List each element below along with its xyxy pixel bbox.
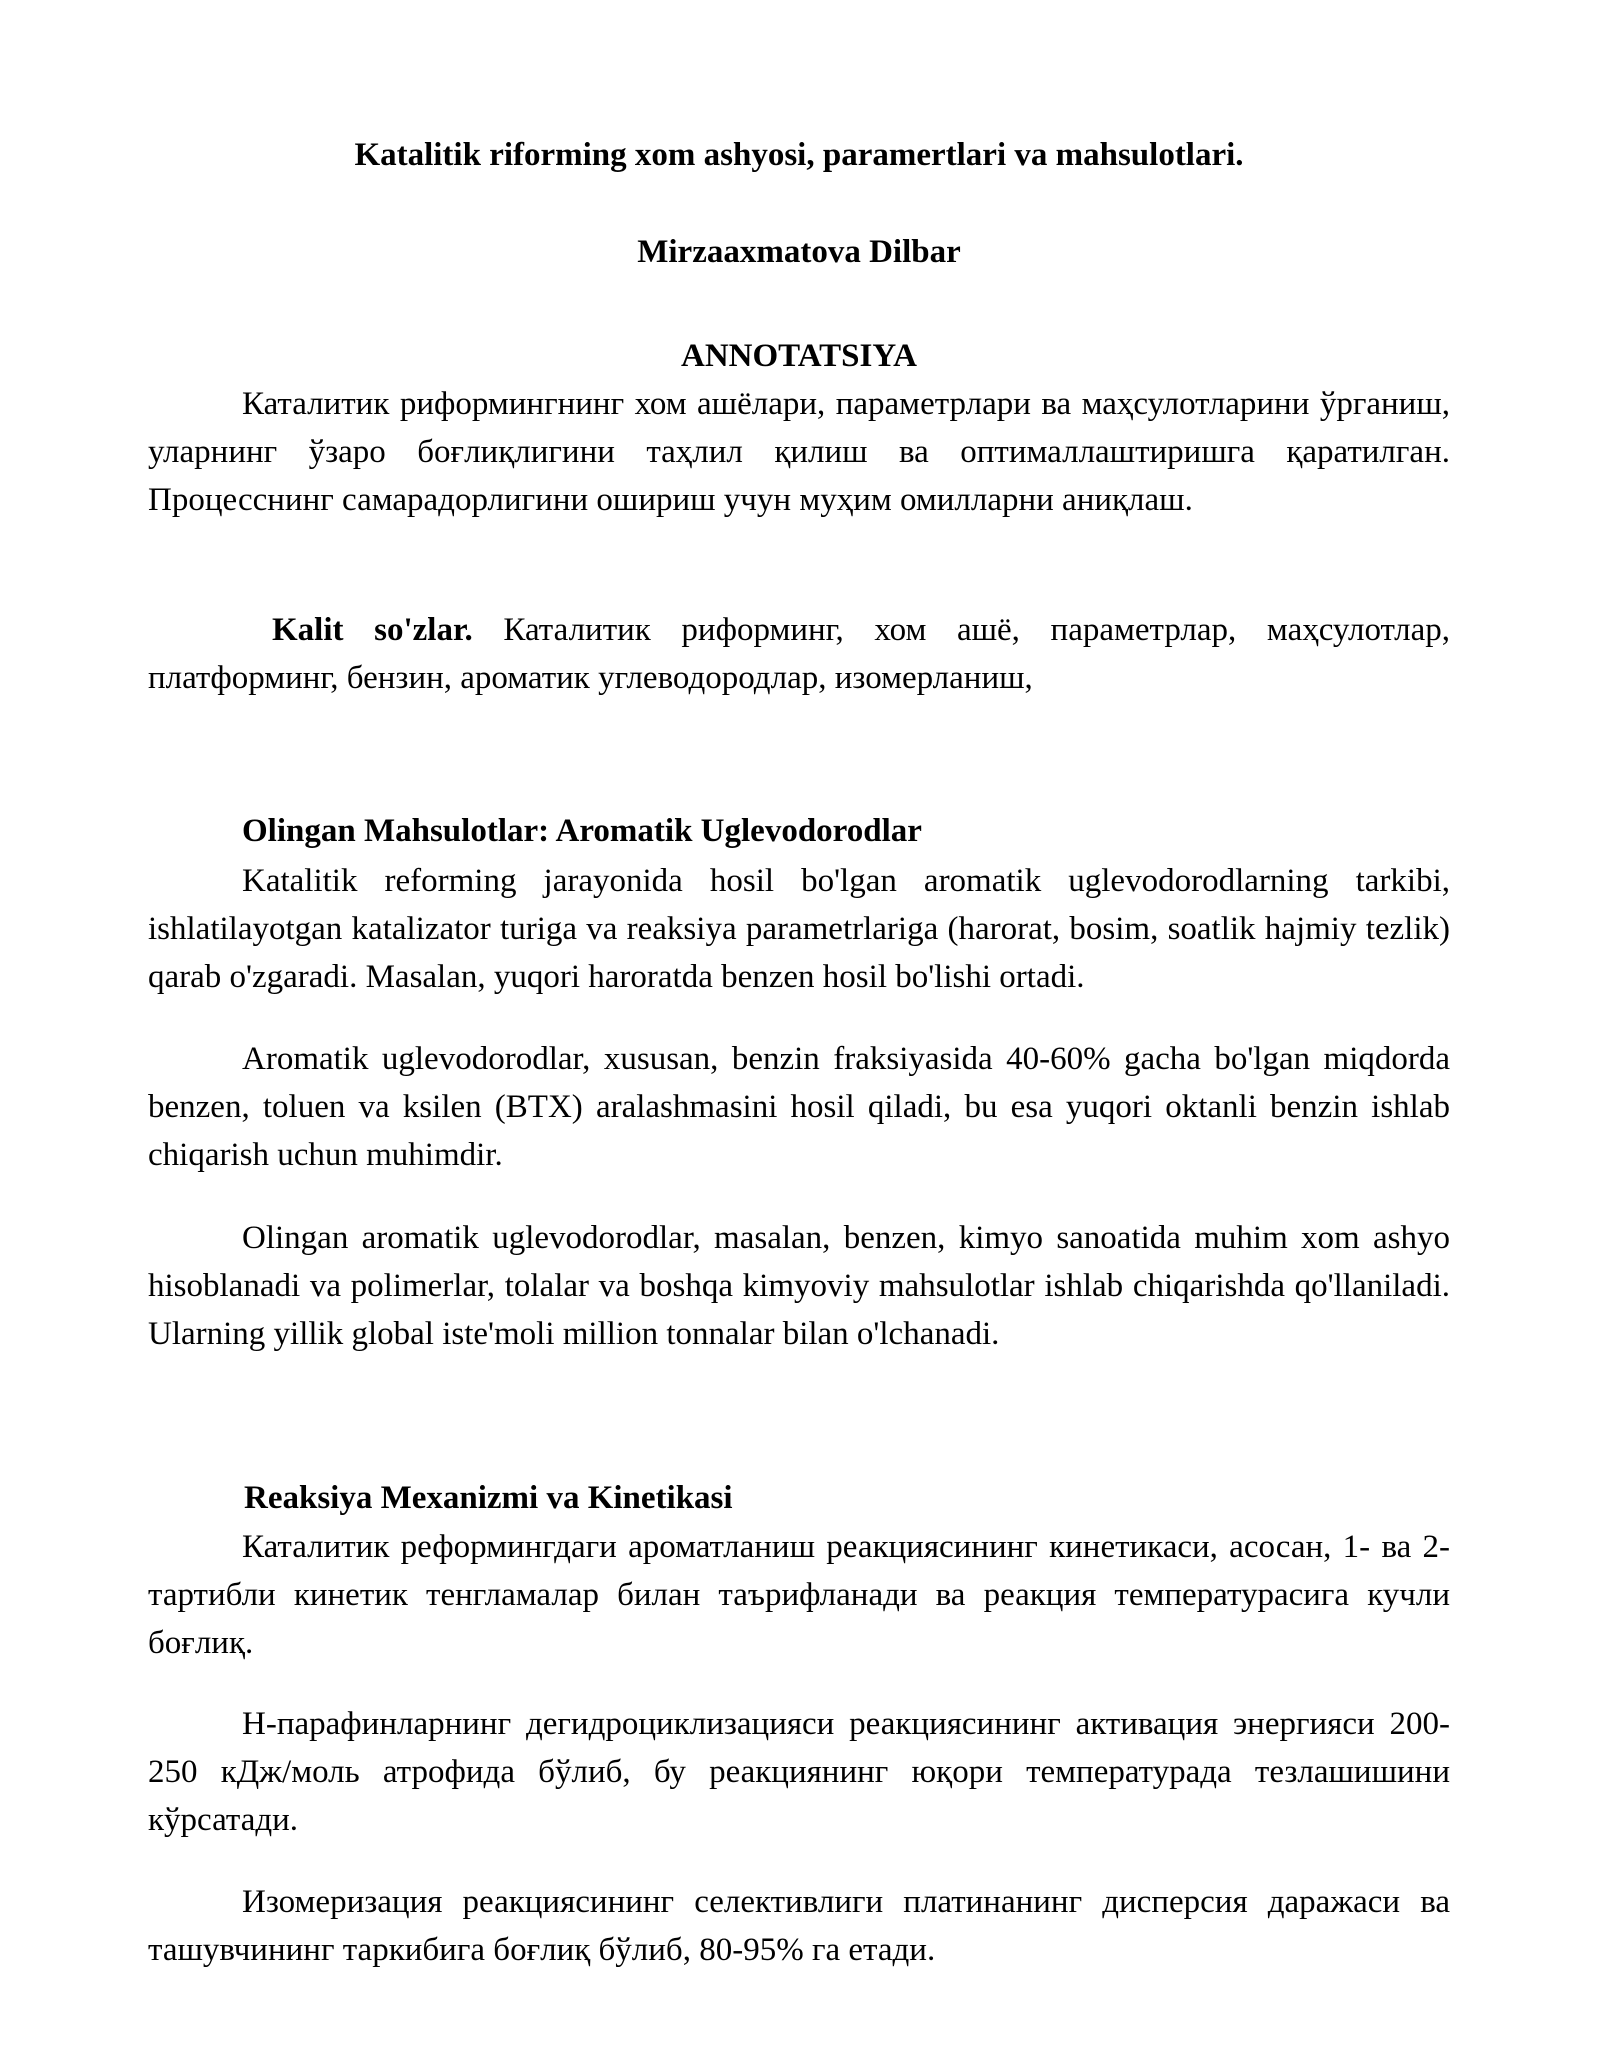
document-page [148, 0, 1450, 2070]
keywords-text: Каталитик риформинг, хом ашё, параметрлар, маҳсулотлар, платформинг, бензин, ароматик углеводородлар, изомерланиш, [148, 612, 1450, 696]
keywords-paragraph [148, 606, 1450, 702]
section1-paragraph-3: Olingan aromatik uglevodorodlar, masalan, benzen, kimyo sanoatida muhim xom ashyo hisoblanadi va polimerlar, tolalar va boshqa kimyoviy mahsulotlar ishlab chiqarishda qo'llaniladi. Ularning yillik global iste'moli million tonnalar bilan o'lchanadi. [148, 1220, 1450, 1352]
annotation-paragraph: Каталитик риформингнинг хом ашёлари, параметрлари ва маҳсулотларини ўрганиш, уларнинг ўзаро боғлиқлигини таҳлил қилиш ва оптималлаштиришга қаратилган. Процесснинг самарадорлигини ошириш учун муҳим омилларни аниқлаш. [148, 386, 1450, 518]
keywords-label: Kalit so'zlar. [272, 612, 473, 648]
author-name: Mirzaaxmatova Dilbar [637, 234, 961, 270]
annotation-heading: ANNOTATSIYA [681, 338, 917, 374]
section2-paragraph-2: Н-парафинларнинг дегидроциклизацияси реакциясининг активация энергияси 200-250 кДж/моль атрофида бўлиб, бу реакциянинг юқори температурада тезлашишини кўрсатади. [148, 1706, 1450, 1838]
section1-paragraph-1: Katalitik reforming jarayonida hosil bo'lgan aromatik uglevodorodlarning tarkibi, ishlatilayotgan katalizator turiga va reaksiya parametrlariga (harorat, bosim, soatlik hajmiy tezlik) qarab o'zgaradi. Masalan, yuqori haroratda benzen hosil bo'lishi ortadi. [148, 863, 1450, 995]
section2-paragraph-1: Каталитик реформингдаги ароматланиш реакциясининг кинетикаси, асосан, 1- ва 2- тартибли кинетик тенгламалар билан таърифланади ва реакция температурасига кучли боғлиқ. [148, 1529, 1450, 1661]
section-heading-mechanism: Reaksiya Mexanizmi va Kinetikasi [244, 1480, 733, 1516]
section-heading-products: Olingan Mahsulotlar: Aromatik Uglevodorodlar [242, 813, 922, 849]
section2-paragraph-3: Изомеризация реакциясининг селективлиги платинанинг дисперсия даражаси ва ташувчининг таркибига боғлиқ бўлиб, 80-95% га етади. [148, 1884, 1450, 1968]
document-title: Katalitik riforming xom ashyosi, paramertlari va mahsulotlari. [354, 137, 1244, 173]
section1-paragraph-2: Aromatik uglevodorodlar, xususan, benzin fraksiyasida 40-60% gacha bo'lgan miqdorda benzen, toluen va ksilen (BTX) aralashmasini hosil qiladi, bu esa yuqori oktanli benzin ishlab chiqarish uchun muhimdir. [148, 1041, 1450, 1173]
